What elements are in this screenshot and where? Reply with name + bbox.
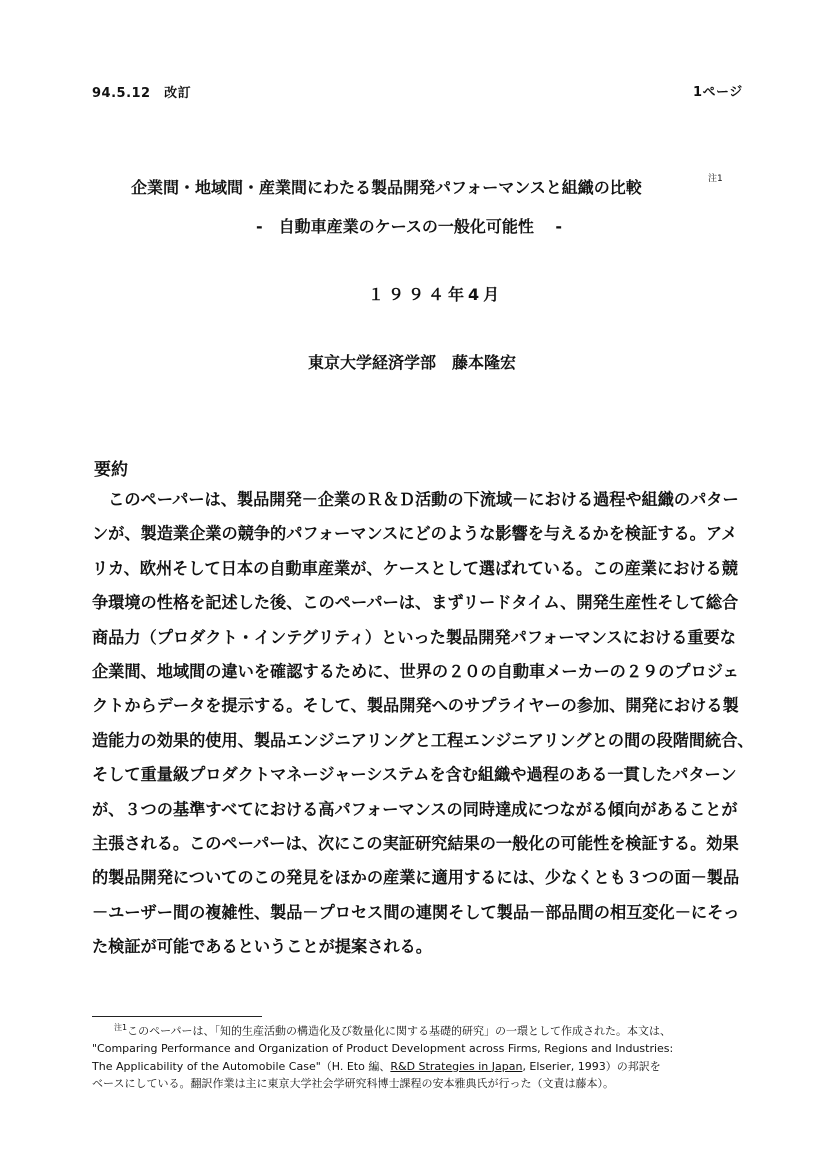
author-affiliation: 東京大学経済学部 藤本隆宏 <box>308 353 517 372</box>
abstract-line: クトからデータを提示する。そして、製品開発へのサプライヤーの参加、開発における製 <box>92 696 739 716</box>
abstract-line: リカ、欧州そして日本の自動車産業が、ケースとして選ばれている。この産業における競 <box>92 558 738 578</box>
footnote-line: "Comparing Performance and Organization of Product Development across Firms, Regions and Industries: <box>92 1042 674 1056</box>
abstract-line: 企業間、地域間の違いを確認するために、世界の２０の自動車メーカーの２９のプロジェ <box>92 662 739 682</box>
footnote <box>92 1019 772 1093</box>
footnote-mark: 注1 <box>114 1023 128 1032</box>
title-line-1: 企業間・地域間・産業間にわたる製品開発パフォーマンスと組織の比較 <box>131 178 642 197</box>
abstract-line: 的製品開発についてのこの発見をほかの産業に適用するには、少なくとも３つの面－製品 <box>92 868 740 888</box>
book-title: R&D Strategies in Japan <box>390 1059 523 1073</box>
footnote-divider <box>92 1016 262 1017</box>
publication-date: １９９４年4月 <box>368 285 504 304</box>
abstract-line: －ユーザー間の複雑性、製品－プロセス間の連関そして製品－部品間の相互変化－にそっ <box>92 902 740 922</box>
page-number: 1ページ <box>693 85 743 100</box>
abstract-line: た検証が可能であるということが提案される。 <box>92 937 432 957</box>
title-footnote-mark: 注1 <box>708 174 723 184</box>
abstract-line: このペーパーは、製品開発－企業のＲ＆Ｄ活動の下流域－における過程や組織のパター <box>92 490 739 509</box>
abstract-line: そして重量級プロダクトマネージャーシステムを含む組織や過程のある一貫したパターン <box>92 765 737 785</box>
abstract-line: ンが、製造業企業の競争的パフォーマンスにどのような影響を与えるかを検証する。アメ <box>92 524 738 544</box>
abstract-line: が、３つの基準すべてにおける高パフォーマンスの同時達成につながる傾向があることが <box>92 799 738 819</box>
title-line-2: - 自動車産業のケースの一般化可能性 - <box>256 217 563 236</box>
abstract-line: 商品力（プロダクト・インテグリティ）といった製品開発パフォーマンスにおける重要な <box>92 627 736 647</box>
abstract-line: 争環境の性格を記述した後、このペーパーは、まずリードタイム、開発生産性そして総合 <box>92 593 739 613</box>
footnote-line: ベースにしている。翻訳作業は主に東京大学社会学研究科博士課程の安本雅典氏が行った（文責は藤本）。 <box>92 1077 614 1091</box>
footnote-line: $^{注1}$このペーパーは、「知的生産活動の構造化及び数量化に関する基礎的研究」の一環として作成された。本文は、 <box>114 1023 672 1038</box>
abstract-line: 造能力の効果的使用、製品エンジニアリングと工程エンジニアリングとの間の段階間統合、 <box>92 730 754 750</box>
abstract-line: 主張される。このペーパーは、次にこの実証研究結果の一般化の可能性を検証する。効果 <box>92 834 739 854</box>
footnote-line: The Applicability of the Automobile Case"（H. Eto 編、R&D Strategies in Japan, Elserier, 1993）の邦訳を <box>92 1059 661 1073</box>
abstract-body <box>92 483 768 965</box>
abstract-heading: 要約 <box>94 460 128 480</box>
revision-date: 94.5.12 改訂 <box>92 86 192 101</box>
